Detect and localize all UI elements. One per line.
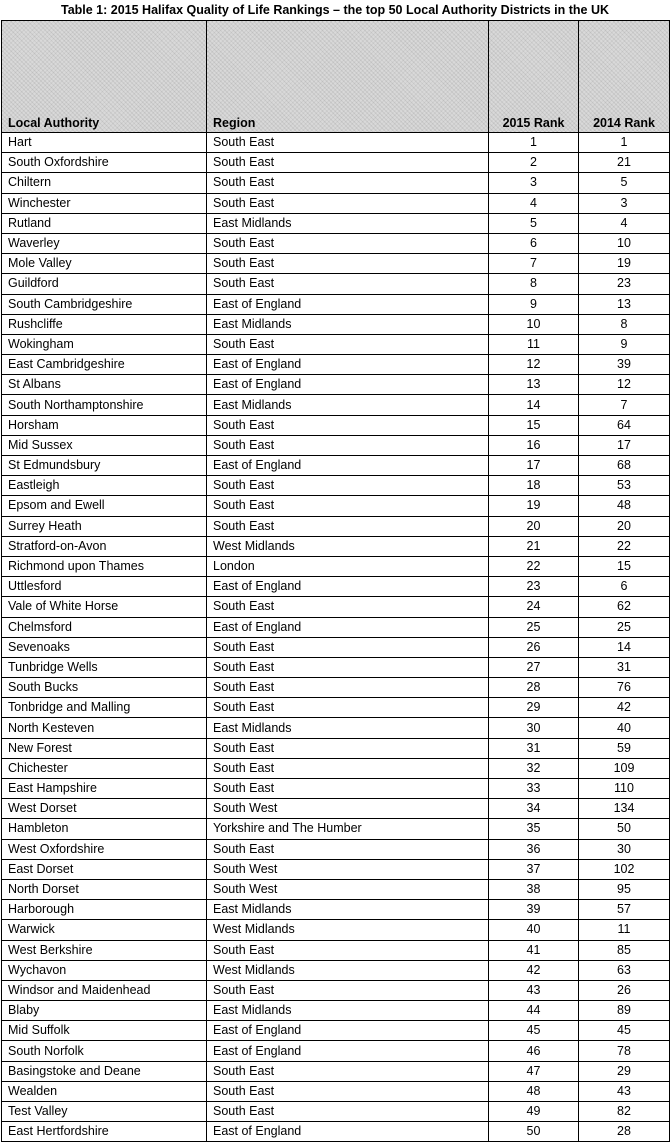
region-cell: East of England	[207, 1041, 489, 1061]
rank-2014-cell: 110	[579, 779, 670, 799]
local-authority-cell: West Berkshire	[2, 940, 207, 960]
local-authority-cell: South Northamptonshire	[2, 395, 207, 415]
table-row	[2, 254, 670, 274]
region-cell: East Midlands	[207, 1001, 489, 1021]
rank-2014-cell: 17	[579, 435, 670, 455]
local-authority-cell: Sevenoaks	[2, 637, 207, 657]
rank-2014-cell: 82	[579, 1102, 670, 1122]
rank-2014-cell: 28	[579, 1122, 670, 1142]
region-cell: South West	[207, 859, 489, 879]
rank-2015-cell: 44	[489, 1001, 579, 1021]
rank-2014-cell: 7	[579, 395, 670, 415]
rank-2014-cell: 95	[579, 879, 670, 899]
rank-2015-cell: 40	[489, 920, 579, 940]
table-row	[2, 1081, 670, 1101]
rank-2014-cell: 3	[579, 193, 670, 213]
local-authority-cell: St Albans	[2, 375, 207, 395]
rank-2014-cell: 21	[579, 153, 670, 173]
rank-2014-cell: 48	[579, 496, 670, 516]
region-cell: South East	[207, 940, 489, 960]
rank-2014-cell: 5	[579, 173, 670, 193]
rank-2015-cell: 38	[489, 879, 579, 899]
column-header-2014-rank: 2014 Rank	[579, 21, 670, 133]
rank-2015-cell: 27	[489, 657, 579, 677]
rank-2015-cell: 43	[489, 980, 579, 1000]
rank-2014-cell: 102	[579, 859, 670, 879]
rank-2014-cell: 15	[579, 556, 670, 576]
region-cell: East of England	[207, 294, 489, 314]
region-cell: South East	[207, 133, 489, 153]
table-row	[2, 920, 670, 940]
rank-2015-cell: 33	[489, 779, 579, 799]
region-cell: South East	[207, 153, 489, 173]
rank-2014-cell: 53	[579, 476, 670, 496]
rank-2014-cell: 68	[579, 456, 670, 476]
local-authority-cell: Blaby	[2, 1001, 207, 1021]
local-authority-cell: Horsham	[2, 415, 207, 435]
rank-2015-cell: 41	[489, 940, 579, 960]
rank-2014-cell: 45	[579, 1021, 670, 1041]
rank-2014-cell: 40	[579, 718, 670, 738]
rank-2014-cell: 12	[579, 375, 670, 395]
rank-2014-cell: 22	[579, 536, 670, 556]
table-row	[2, 839, 670, 859]
table-row	[2, 1061, 670, 1081]
rank-2015-cell: 30	[489, 718, 579, 738]
table-row	[2, 213, 670, 233]
table-row	[2, 738, 670, 758]
local-authority-cell: East Hampshire	[2, 779, 207, 799]
region-cell: East of England	[207, 355, 489, 375]
rank-2014-cell: 78	[579, 1041, 670, 1061]
rank-2015-cell: 11	[489, 334, 579, 354]
region-cell: South West	[207, 799, 489, 819]
table-row	[2, 819, 670, 839]
local-authority-cell: Stratford-on-Avon	[2, 536, 207, 556]
rank-2014-cell: 6	[579, 577, 670, 597]
local-authority-cell: East Hertfordshire	[2, 1122, 207, 1142]
table-row	[2, 698, 670, 718]
rank-2014-cell: 8	[579, 314, 670, 334]
region-cell: East Midlands	[207, 213, 489, 233]
region-cell: South East	[207, 758, 489, 778]
rank-2015-cell: 21	[489, 536, 579, 556]
region-cell: South East	[207, 193, 489, 213]
local-authority-cell: Winchester	[2, 193, 207, 213]
rank-2015-cell: 17	[489, 456, 579, 476]
region-cell: South East	[207, 738, 489, 758]
local-authority-cell: Vale of White Horse	[2, 597, 207, 617]
local-authority-cell: North Dorset	[2, 879, 207, 899]
region-cell: South East	[207, 698, 489, 718]
local-authority-cell: East Dorset	[2, 859, 207, 879]
local-authority-cell: Waverley	[2, 233, 207, 253]
rank-2014-cell: 14	[579, 637, 670, 657]
local-authority-cell: Windsor and Maidenhead	[2, 980, 207, 1000]
local-authority-cell: Wealden	[2, 1081, 207, 1101]
rank-2014-cell: 23	[579, 274, 670, 294]
rank-2015-cell: 10	[489, 314, 579, 334]
rank-2015-cell: 50	[489, 1122, 579, 1142]
region-cell: East of England	[207, 1122, 489, 1142]
rank-2014-cell: 109	[579, 758, 670, 778]
rank-2015-cell: 2	[489, 153, 579, 173]
rank-2014-cell: 19	[579, 254, 670, 274]
table-row	[2, 678, 670, 698]
table-body	[2, 133, 670, 1142]
rank-2015-cell: 48	[489, 1081, 579, 1101]
region-cell: East of England	[207, 375, 489, 395]
region-cell: London	[207, 556, 489, 576]
column-header-local-authority: Local Authority	[2, 21, 207, 133]
rank-2015-cell: 4	[489, 193, 579, 213]
rank-2015-cell: 45	[489, 1021, 579, 1041]
region-cell: South East	[207, 839, 489, 859]
local-authority-cell: South Bucks	[2, 678, 207, 698]
rank-2015-cell: 6	[489, 233, 579, 253]
local-authority-cell: Wychavon	[2, 960, 207, 980]
rank-2015-cell: 12	[489, 355, 579, 375]
local-authority-cell: Uttlesford	[2, 577, 207, 597]
table-row	[2, 799, 670, 819]
table-row	[2, 980, 670, 1000]
table-row	[2, 940, 670, 960]
table-row	[2, 1001, 670, 1021]
region-cell: South East	[207, 334, 489, 354]
rank-2015-cell: 9	[489, 294, 579, 314]
local-authority-cell: Test Valley	[2, 1102, 207, 1122]
column-header-2015-rank: 2015 Rank	[489, 21, 579, 133]
local-authority-cell: Mole Valley	[2, 254, 207, 274]
table-row	[2, 577, 670, 597]
region-cell: West Midlands	[207, 536, 489, 556]
rank-2014-cell: 11	[579, 920, 670, 940]
rank-2015-cell: 26	[489, 637, 579, 657]
table-row	[2, 375, 670, 395]
local-authority-cell: Chiltern	[2, 173, 207, 193]
table-row	[2, 355, 670, 375]
rank-2014-cell: 89	[579, 1001, 670, 1021]
table-row	[2, 456, 670, 476]
local-authority-cell: South Cambridgeshire	[2, 294, 207, 314]
region-cell: East Midlands	[207, 314, 489, 334]
region-cell: South East	[207, 516, 489, 536]
rank-2014-cell: 4	[579, 213, 670, 233]
table-row	[2, 536, 670, 556]
rank-2015-cell: 46	[489, 1041, 579, 1061]
region-cell: South West	[207, 879, 489, 899]
local-authority-cell: South Norfolk	[2, 1041, 207, 1061]
table-row	[2, 233, 670, 253]
region-cell: South East	[207, 496, 489, 516]
local-authority-cell: Hart	[2, 133, 207, 153]
region-cell: South East	[207, 435, 489, 455]
region-cell: East Midlands	[207, 718, 489, 738]
table-row	[2, 556, 670, 576]
table-row	[2, 415, 670, 435]
local-authority-cell: Guildford	[2, 274, 207, 294]
rank-2014-cell: 76	[579, 678, 670, 698]
rank-2014-cell: 30	[579, 839, 670, 859]
region-cell: South East	[207, 415, 489, 435]
rank-2014-cell: 64	[579, 415, 670, 435]
rank-2015-cell: 35	[489, 819, 579, 839]
local-authority-cell: Surrey Heath	[2, 516, 207, 536]
rank-2015-cell: 24	[489, 597, 579, 617]
local-authority-cell: East Cambridgeshire	[2, 355, 207, 375]
rank-2015-cell: 19	[489, 496, 579, 516]
region-cell: South East	[207, 779, 489, 799]
local-authority-cell: Warwick	[2, 920, 207, 940]
rank-2014-cell: 10	[579, 233, 670, 253]
local-authority-cell: Mid Suffolk	[2, 1021, 207, 1041]
table-row	[2, 718, 670, 738]
rank-2015-cell: 28	[489, 678, 579, 698]
table-row	[2, 133, 670, 153]
rank-2015-cell: 13	[489, 375, 579, 395]
table-row	[2, 597, 670, 617]
rank-2014-cell: 134	[579, 799, 670, 819]
rank-2015-cell: 47	[489, 1061, 579, 1081]
table-row	[2, 900, 670, 920]
local-authority-cell: Chichester	[2, 758, 207, 778]
rank-2014-cell: 59	[579, 738, 670, 758]
region-cell: East of England	[207, 1021, 489, 1041]
local-authority-cell: Hambleton	[2, 819, 207, 839]
rank-2015-cell: 15	[489, 415, 579, 435]
rank-2015-cell: 22	[489, 556, 579, 576]
table-row	[2, 879, 670, 899]
local-authority-cell: St Edmundsbury	[2, 456, 207, 476]
column-header-region: Region	[207, 21, 489, 133]
rank-2014-cell: 85	[579, 940, 670, 960]
rank-2015-cell: 8	[489, 274, 579, 294]
local-authority-cell: Harborough	[2, 900, 207, 920]
rank-2014-cell: 50	[579, 819, 670, 839]
rank-2014-cell: 26	[579, 980, 670, 1000]
rank-2014-cell: 63	[579, 960, 670, 980]
rank-2014-cell: 57	[579, 900, 670, 920]
region-cell: South East	[207, 657, 489, 677]
local-authority-cell: Rushcliffe	[2, 314, 207, 334]
rank-2015-cell: 20	[489, 516, 579, 536]
table-row	[2, 859, 670, 879]
local-authority-cell: Wokingham	[2, 334, 207, 354]
local-authority-cell: Tunbridge Wells	[2, 657, 207, 677]
rank-2014-cell: 31	[579, 657, 670, 677]
rank-2014-cell: 42	[579, 698, 670, 718]
rank-2014-cell: 9	[579, 334, 670, 354]
region-cell: South East	[207, 980, 489, 1000]
rank-2015-cell: 5	[489, 213, 579, 233]
table-row	[2, 960, 670, 980]
rank-2015-cell: 42	[489, 960, 579, 980]
region-cell: East of England	[207, 456, 489, 476]
region-cell: West Midlands	[207, 960, 489, 980]
table-row	[2, 173, 670, 193]
rank-2015-cell: 34	[489, 799, 579, 819]
local-authority-cell: New Forest	[2, 738, 207, 758]
rank-2015-cell: 25	[489, 617, 579, 637]
region-cell: South East	[207, 637, 489, 657]
table-row	[2, 193, 670, 213]
table-row	[2, 294, 670, 314]
rank-2014-cell: 62	[579, 597, 670, 617]
region-cell: South East	[207, 274, 489, 294]
region-cell: South East	[207, 1081, 489, 1101]
rank-2015-cell: 31	[489, 738, 579, 758]
table-row	[2, 395, 670, 415]
region-cell: West Midlands	[207, 920, 489, 940]
header-row	[2, 21, 670, 133]
table-row	[2, 617, 670, 637]
region-cell: South East	[207, 678, 489, 698]
region-cell: Yorkshire and The Humber	[207, 819, 489, 839]
rank-2015-cell: 36	[489, 839, 579, 859]
rank-2015-cell: 49	[489, 1102, 579, 1122]
rank-2014-cell: 13	[579, 294, 670, 314]
region-cell: East of England	[207, 617, 489, 637]
local-authority-cell: Basingstoke and Deane	[2, 1061, 207, 1081]
rank-2014-cell: 43	[579, 1081, 670, 1101]
rank-2014-cell: 25	[579, 617, 670, 637]
table-row	[2, 314, 670, 334]
rank-2014-cell: 1	[579, 133, 670, 153]
region-cell: East Midlands	[207, 395, 489, 415]
table-row	[2, 496, 670, 516]
rank-2015-cell: 16	[489, 435, 579, 455]
table-row	[2, 1102, 670, 1122]
rank-2015-cell: 1	[489, 133, 579, 153]
local-authority-cell: Tonbridge and Malling	[2, 698, 207, 718]
rank-2014-cell: 29	[579, 1061, 670, 1081]
table-row	[2, 657, 670, 677]
local-authority-cell: Chelmsford	[2, 617, 207, 637]
region-cell: South East	[207, 233, 489, 253]
table-row	[2, 435, 670, 455]
local-authority-cell: Mid Sussex	[2, 435, 207, 455]
region-cell: South East	[207, 1102, 489, 1122]
local-authority-cell: Eastleigh	[2, 476, 207, 496]
table-row	[2, 274, 670, 294]
table-row	[2, 1021, 670, 1041]
rank-2015-cell: 23	[489, 577, 579, 597]
rankings-table	[1, 20, 670, 1142]
rank-2015-cell: 3	[489, 173, 579, 193]
table-row	[2, 153, 670, 173]
rank-2015-cell: 7	[489, 254, 579, 274]
table-row	[2, 758, 670, 778]
table-row	[2, 476, 670, 496]
local-authority-cell: Epsom and Ewell	[2, 496, 207, 516]
region-cell: South East	[207, 597, 489, 617]
rank-2015-cell: 39	[489, 900, 579, 920]
table-row	[2, 334, 670, 354]
rank-2015-cell: 37	[489, 859, 579, 879]
local-authority-cell: Rutland	[2, 213, 207, 233]
local-authority-cell: North Kesteven	[2, 718, 207, 738]
rank-2015-cell: 29	[489, 698, 579, 718]
region-cell: East of England	[207, 577, 489, 597]
rank-2014-cell: 20	[579, 516, 670, 536]
region-cell: East Midlands	[207, 900, 489, 920]
table-row	[2, 1122, 670, 1142]
table-row	[2, 779, 670, 799]
region-cell: South East	[207, 1061, 489, 1081]
region-cell: South East	[207, 254, 489, 274]
rank-2015-cell: 18	[489, 476, 579, 496]
rank-2015-cell: 14	[489, 395, 579, 415]
rank-2014-cell: 39	[579, 355, 670, 375]
local-authority-cell: Richmond upon Thames	[2, 556, 207, 576]
table-row	[2, 1041, 670, 1061]
local-authority-cell: South Oxfordshire	[2, 153, 207, 173]
table-row	[2, 516, 670, 536]
table-row	[2, 637, 670, 657]
table-title: Table 1: 2015 Halifax Quality of Life Rankings – the top 50 Local Authority Districts in the UK	[60, 3, 610, 17]
region-cell: South East	[207, 173, 489, 193]
local-authority-cell: West Oxfordshire	[2, 839, 207, 859]
region-cell: South East	[207, 476, 489, 496]
local-authority-cell: West Dorset	[2, 799, 207, 819]
rank-2015-cell: 32	[489, 758, 579, 778]
